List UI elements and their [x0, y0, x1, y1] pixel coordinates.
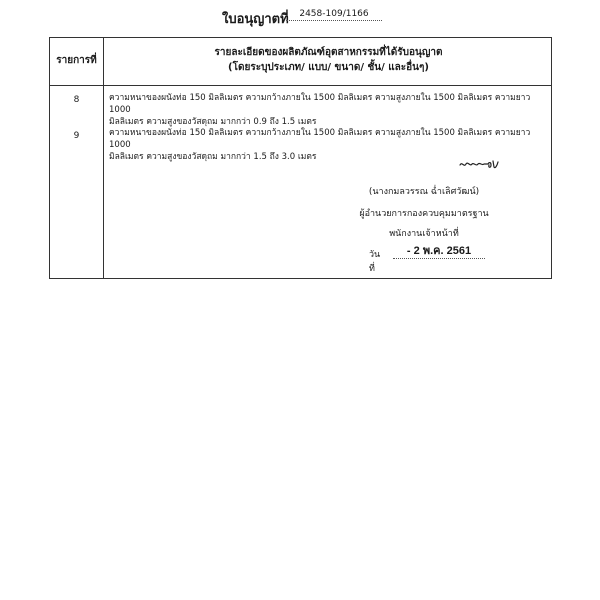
handwritten-signature [458, 156, 500, 172]
column-header-detail-line2: (โดยระบุประเภท/ แบบ/ ขนาด/ ชั้น/ และอื่นๆ) [228, 62, 429, 73]
permit-number: 2458-109/1166 [286, 8, 382, 21]
header-divider [50, 85, 551, 86]
date-stamp: - 2 พ.ค. 2561 [393, 244, 485, 259]
row-description-line1: ความหนาของผนังท่อ 150 มิลลิเมตร ความกว้างภายใน 1500 มิลลิเมตร ความสูงภายใน 1500 มิลลิเมตร ความยาว 1000 [109, 93, 531, 115]
row-description [109, 92, 549, 128]
column-header-detail [104, 45, 553, 75]
row-number: 8 [73, 95, 80, 105]
date-label: วันที่ [369, 250, 381, 274]
product-detail-table [49, 37, 552, 279]
signature-block [104, 156, 553, 276]
signatory-position: ผู้อำนวยการกองควบคุมมาตรฐาน [359, 209, 489, 219]
column-header-detail-line1: รายละเอียดของผลิตภัณฑ์อุตสาหกรรมที่ได้รับอนุญาต [214, 47, 443, 58]
row-description-line2: มิลลิเมตร ความสูงของวัสดุถม มากกว่า 0.9 ถึง 1.5 เมตร [109, 117, 317, 127]
row-description-line1: ความหนาของผนังท่อ 150 มิลลิเมตร ความกว้างภายใน 1500 มิลลิเมตร ความสูงภายใน 1500 มิลลิเมตร ความยาว 1000 [109, 128, 531, 150]
signatory-officer: พนักงานเจ้าหน้าที่ [389, 229, 459, 239]
permit-label: ใบอนุญาตที่ [222, 12, 289, 27]
row-number: 9 [73, 131, 80, 141]
column-header-item: รายการที่ [56, 55, 97, 66]
row-description-line2: มิลลิเมตร ความสูงของวัสดุถม มากกว่า 1.5 ถึง 3.0 เมตร [109, 152, 317, 162]
signatory-name: (นางกมลวรรณ ฉ่ำเลิศวัฒน์) [368, 187, 480, 197]
document-header [0, 6, 600, 28]
